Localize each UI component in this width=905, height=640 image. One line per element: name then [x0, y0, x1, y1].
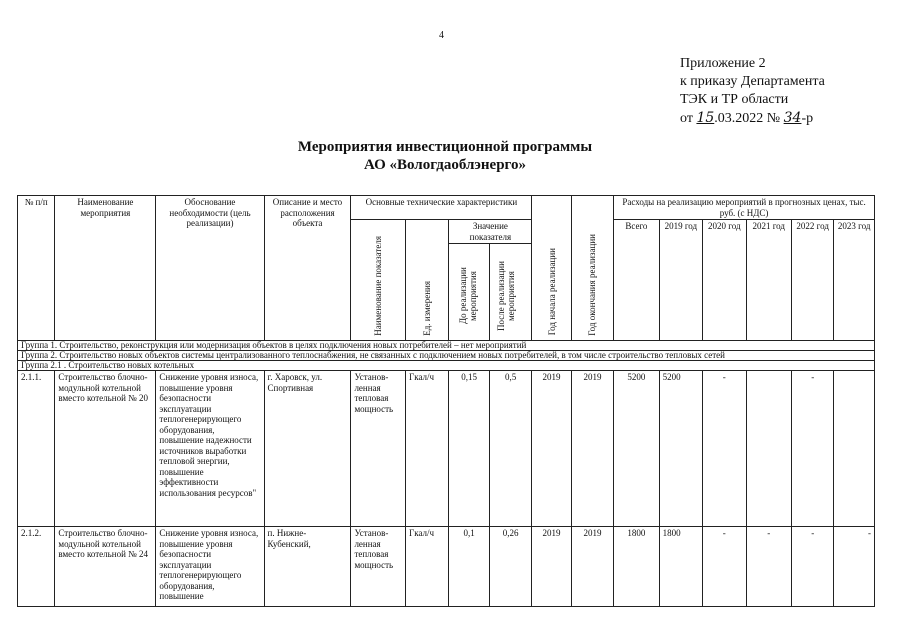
col-header-unit [406, 220, 449, 341]
col-header-tech: Основные технические характеристики [351, 196, 532, 220]
row-name: Строительство блочно-модульной котельной вместо котельной № 20 [55, 371, 156, 527]
appendix-block [680, 55, 825, 128]
row-before: 0,15 [449, 371, 489, 527]
row-before: 0,1 [449, 527, 489, 607]
row-2020: - [703, 527, 746, 607]
order-number-handwritten: 34 [783, 110, 802, 126]
appendix-line-2: к приказу Департамента [680, 74, 825, 89]
col-header-2023: 2023 год [834, 220, 875, 341]
col-header-end-text: Год окончания реализации [587, 233, 598, 336]
appendix-line-1: Приложение 2 [680, 56, 766, 71]
group-row-2 [18, 351, 875, 361]
investment-table [17, 195, 875, 607]
row-2023 [834, 371, 875, 527]
row-start: 2019 [532, 371, 571, 527]
header-row-1 [18, 196, 875, 220]
col-header-after-text: После реализации мероприятия [495, 260, 516, 331]
row-desc: г. Харовск, ул. Спортивная [264, 371, 351, 527]
row-2019: 1800 [659, 527, 702, 607]
row-desc: п. Нижне-Кубенский, [264, 527, 351, 607]
table-row [18, 527, 875, 607]
col-header-num: № п/п [18, 196, 55, 341]
appendix-line-3: ТЭК и ТР области [680, 92, 789, 107]
row-2020: - [703, 371, 746, 527]
title-line-1: Мероприятия инвестиционной программы [297, 139, 593, 155]
title-line-2: АО «Вологдаоблэнерго» [364, 157, 526, 173]
col-header-desc: Описание и место расположения объекта [264, 196, 351, 341]
date-prefix: от [680, 111, 693, 126]
row-reason: Снижение уровня износа, повышение уровня безопасности эксплуатации теплогенерирующего оборудования, повышение надежности источников выработки тепловой энергии, повышение эффективности использования ресурсов" [156, 371, 264, 527]
group-2-label: Группа 2. Строительство новых объектов системы централизованного теплоснабжения, не связанных с подключением новых потребителей, в том числе строительство тепловых сетей [18, 351, 875, 361]
row-name: Строительство блочно-модульной котельной вместо котельной № 24 [55, 527, 156, 607]
row-total: 1800 [614, 527, 659, 607]
row-total: 5200 [614, 371, 659, 527]
col-header-after [489, 244, 531, 341]
row-2021: - [746, 527, 791, 607]
order-suffix: -р [801, 111, 814, 126]
col-header-start-text: Год начала реализации [546, 248, 557, 336]
page-number: 4 [439, 30, 444, 41]
row-unit: Гкал/ч [406, 371, 449, 527]
col-header-param-text: Наименование показателя [373, 235, 384, 336]
group-2-1-label: Группа 2.1 . Строительство новых котельных [18, 361, 875, 371]
row-end: 2019 [571, 527, 613, 607]
col-header-total: Всего [614, 220, 659, 341]
row-reason: Снижение уровня износа, повышение уровня безопасности эксплуатации теплогенерирующего оборудования, повышение [156, 527, 264, 607]
row-unit: Гкал/ч [406, 527, 449, 607]
col-header-before [449, 244, 489, 341]
row-start: 2019 [532, 527, 571, 607]
col-header-param [351, 220, 406, 341]
row-after: 0,5 [489, 371, 531, 527]
row-num: 2.1.2. [18, 527, 55, 607]
col-header-value: Значение показателя [449, 220, 532, 244]
row-num: 2.1.1. [18, 371, 55, 527]
col-header-2019: 2019 год [659, 220, 702, 341]
row-after: 0,26 [489, 527, 531, 607]
row-2023: - [834, 527, 875, 607]
table-row [18, 371, 875, 527]
row-2022: - [791, 527, 833, 607]
row-param: Установ-ленная тепловая мощность [351, 527, 406, 607]
row-2021 [746, 371, 791, 527]
row-2019: 5200 [659, 371, 702, 527]
col-header-2020: 2020 год [703, 220, 746, 341]
date-day-handwritten: 15 [696, 110, 715, 126]
col-header-2021: 2021 год [746, 220, 791, 341]
col-header-unit-text: Ед. измерения [422, 280, 433, 336]
row-param: Установ-ленная тепловая мощность [351, 371, 406, 527]
col-header-start [532, 196, 571, 341]
row-end: 2019 [571, 371, 613, 527]
group-1-label: Группа 1. Строительство, реконструкция или модернизация объектов в целях подключения новых потребителей – нет мероприятий [18, 341, 875, 351]
row-2022: - [791, 371, 833, 527]
col-header-name: Наименование мероприятия [55, 196, 156, 341]
col-header-costs: Расходы на реализацию мероприятий в прогнозных ценах, тыс. руб. (с НДС) [614, 196, 875, 220]
col-header-reason: Обоснование необходимости (цель реализации) [156, 196, 264, 341]
document-title [200, 138, 690, 174]
col-header-end [571, 196, 613, 341]
date-rest: .03.2022 № [714, 111, 781, 126]
col-header-2022: 2022 год [791, 220, 833, 341]
appendix-date-line [680, 109, 825, 128]
col-header-before-text: До реализации мероприятия [458, 267, 479, 324]
group-row-1 [18, 341, 875, 351]
group-row-2-1 [18, 361, 875, 371]
